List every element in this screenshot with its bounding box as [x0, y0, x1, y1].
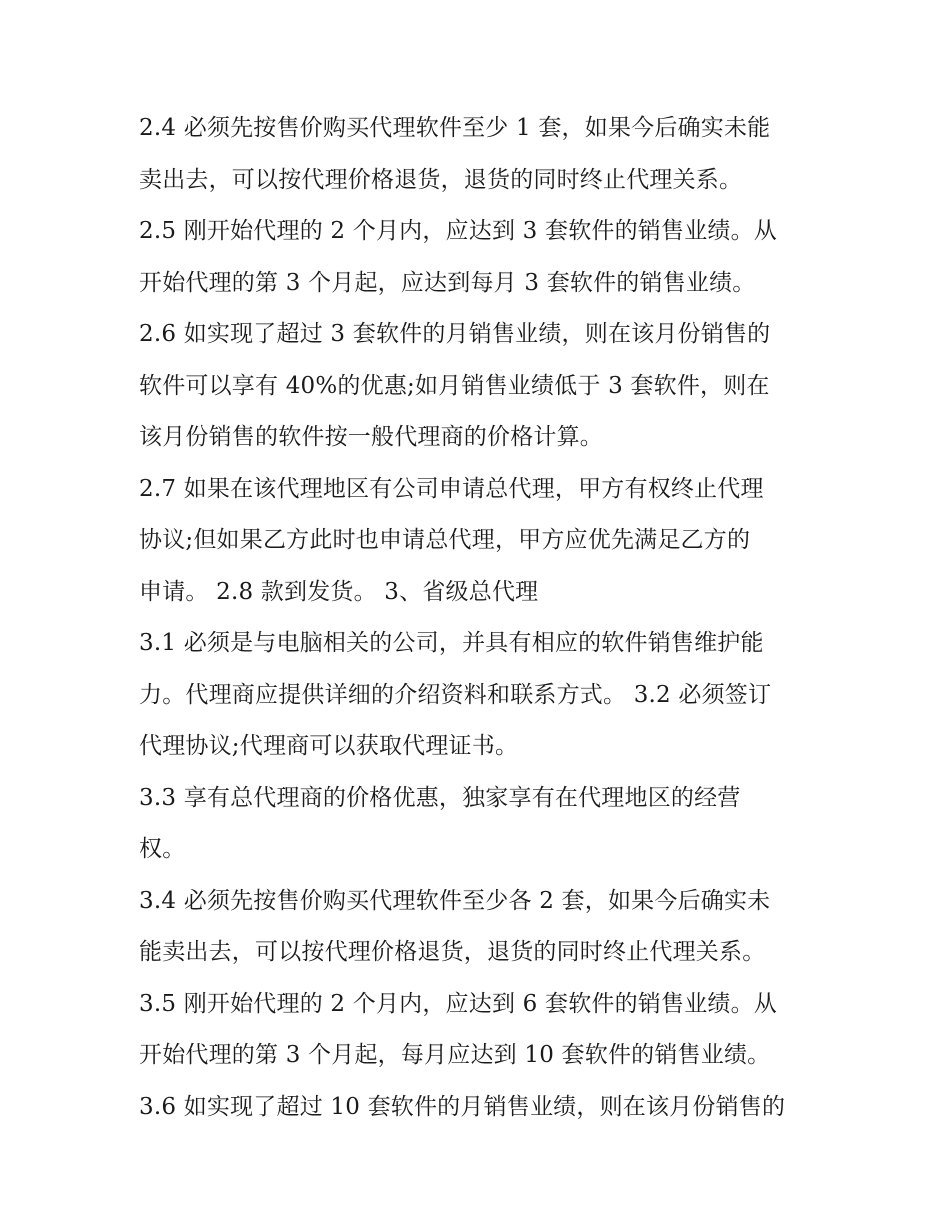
text-line: 3.3 享有总代理商的价格优惠，独家享有在代理地区的经营 — [139, 784, 741, 811]
text-line: 开始代理的第 3 个月起，应达到每月 3 套软件的销售业绩。 — [139, 269, 756, 296]
text-line: 软件可以享有 40%的优惠;如月销售业绩低于 3 套软件，则在 — [139, 372, 770, 399]
text-line: 2.5 刚开始代理的 2 个月内，应达到 3 套软件的销售业绩。从 — [139, 218, 777, 244]
text-line: 3.5 刚开始代理的 2 个月内，应达到 6 套软件的销售业绩。从 — [139, 990, 777, 1017]
text-line: 申请。 2.8 款到发货。 3、省级总代理 — [139, 578, 539, 605]
text-line: 开始代理的第 3 个月起，每月应达到 10 套软件的销售业绩。 — [139, 1042, 771, 1068]
text-line: 该月份销售的软件按一般代理商的价格计算。 — [139, 424, 603, 450]
text-line: 3.6 如实现了超过 10 套软件的月销售业绩，则在该月份销售的 — [139, 1093, 786, 1120]
text-line: 卖出去，可以按代理价格退货，退货的同时终止代理关系。 — [139, 166, 743, 193]
text-line: 2.7 如果在该代理地区有公司申请总代理，甲方有权终止代理 — [139, 475, 764, 502]
text-line: 3.4 必须先按售价购买代理软件至少各 2 套，如果今后确实未 — [139, 887, 771, 914]
text-line: 能卖出去，可以按代理价格退货，退货的同时终止代理关系。 — [139, 939, 766, 965]
text-line: 协议;但如果乙方此时也申请总代理，甲方应优先满足乙方的 — [139, 527, 751, 553]
text-line: 力。代理商应提供详细的介绍资料和联系方式。 3.2 必须签订 — [139, 681, 772, 708]
text-line: 2.6 如实现了超过 3 套软件的月销售业绩，则在该月份销售的 — [139, 321, 771, 347]
text-line: 2.4 必须先按售价购买代理软件至少 1 套，如果今后确实未能 — [139, 115, 771, 141]
text-line: 代理协议;代理商可以获取代理证书。 — [139, 733, 519, 759]
text-line: 3.1 必须是与电脑相关的公司，并具有相应的软件销售维护能 — [139, 630, 764, 656]
document-body — [139, 103, 819, 1133]
text-line: 权。 — [139, 836, 186, 862]
